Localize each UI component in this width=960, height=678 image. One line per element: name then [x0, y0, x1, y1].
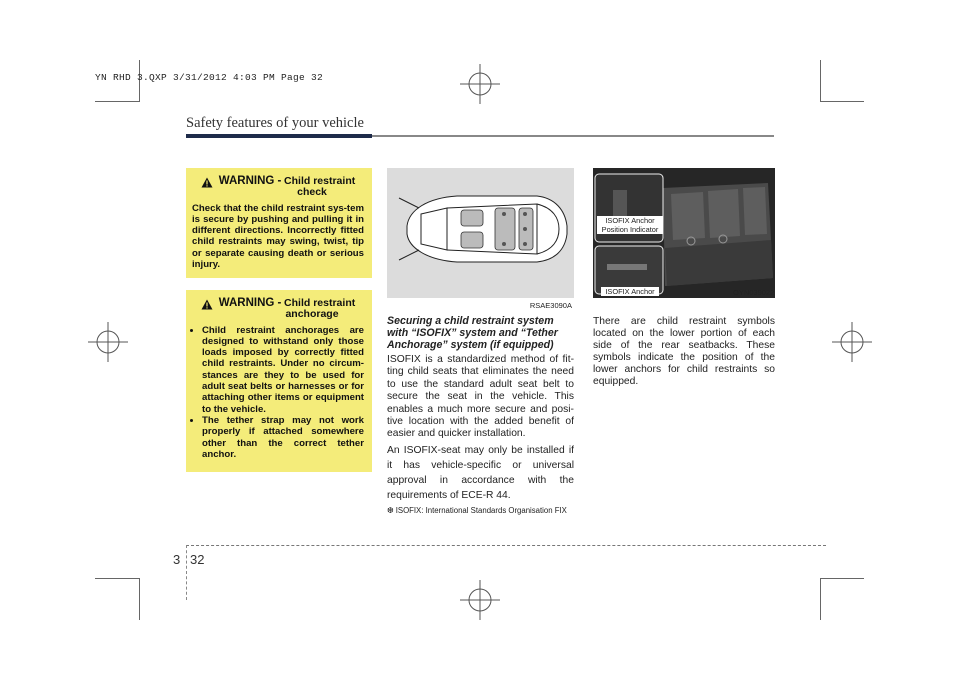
- subsection-heading: Securing a child restraint system with “ISOFIX” system and “Tether Anchorage” system (if equipped): [387, 315, 558, 351]
- header-rule-thick: [186, 134, 372, 138]
- crop-mark: [139, 578, 140, 620]
- warning-subject: Child restraint: [284, 175, 356, 187]
- figure-code: RSAE3090A: [529, 301, 572, 310]
- figure-car-top-view: [387, 168, 574, 310]
- crop-mark: [820, 101, 864, 102]
- warning-subject: Child restraint: [284, 297, 356, 309]
- warning-label: WARNING -: [218, 297, 282, 309]
- anchor-symbol-description: There are child restraint symbols located on the lower portion of each side of the rear seatbacks. These symbols indicate the position of the lower anchors for child restraints so equipped.: [593, 316, 775, 387]
- crop-mark: [820, 60, 821, 102]
- registration-mark-bottom: [456, 576, 504, 624]
- registration-mark-right: [828, 318, 876, 366]
- crop-mark: [820, 578, 821, 620]
- crop-mark: [820, 578, 864, 579]
- warning-title: [192, 298, 364, 321]
- warning-subject-cont: check: [297, 186, 327, 199]
- warning-box-restraint-check: [186, 168, 372, 278]
- warning-bullet: • The tether strap may not work properly if attached somewhere other than the correct tether anchor.: [202, 415, 364, 460]
- middle-column: [387, 315, 574, 515]
- warning-bullet: • Child restraint anchorages are designed to withstand only those loads imposed by correctly fitted child restraints. Under no circum-stances are they to be used for adult seat belts or harnesses or for attaching other items or equipment to the vehicle.: [202, 325, 364, 415]
- chapter-number: 3: [173, 552, 181, 567]
- isofix-footnote: ❆ ISOFIX: International Standards Organisation FIX: [387, 505, 567, 515]
- warning-box-restraint-anchorage: [186, 290, 372, 472]
- callout-anchor-position-indicator: ISOFIX Anchor Position Indicator: [597, 216, 663, 234]
- crop-mark: [95, 578, 139, 579]
- warning-text: Check that the child restraint sys-tem is secure by pushing and pulling it in different directions. Incorrectly fitted child restraints may swing, twist, tip or separate causing death or serious injury.: [192, 202, 364, 271]
- isofix-description: ISOFIX is a standardized method of fit-ting child seats that eliminates the need to use the standard adult seat belt to secure the seat in the vehicle. This enables a much more secure and posi-tive location with the added benefit of easier and quicker installation.: [387, 354, 574, 440]
- registration-mark-top: [456, 60, 504, 108]
- right-column: [593, 316, 775, 388]
- page-number: 32: [190, 552, 205, 567]
- figure-rear-seat: [593, 168, 775, 298]
- warning-label: WARNING -: [218, 175, 282, 187]
- warning-subject-cont: anchorage: [285, 308, 339, 321]
- footer-rule: [186, 545, 826, 546]
- crop-mark: [95, 101, 139, 102]
- print-slug: YN RHD 3.QXP 3/31/2012 4:03 PM Page 32: [95, 72, 324, 83]
- car-top-view-illustration: [387, 168, 574, 298]
- callout-isofix-anchor: ISOFIX Anchor: [601, 287, 659, 296]
- warning-icon: [201, 299, 213, 310]
- section-title: Safety features of your vehicle: [186, 115, 364, 131]
- registration-mark-left: [84, 318, 132, 366]
- isofix-approval-note: An ISOFIX-seat may only be installed if it has vehicle-specific or universal approval in accordance with the requirements of ECE-R 44.: [387, 444, 574, 501]
- footer-guide: [186, 545, 187, 600]
- figure-code: OYN039022: [733, 288, 775, 297]
- header-rule-thin: [372, 135, 774, 137]
- warning-title: [192, 176, 364, 199]
- warning-icon: [201, 177, 213, 188]
